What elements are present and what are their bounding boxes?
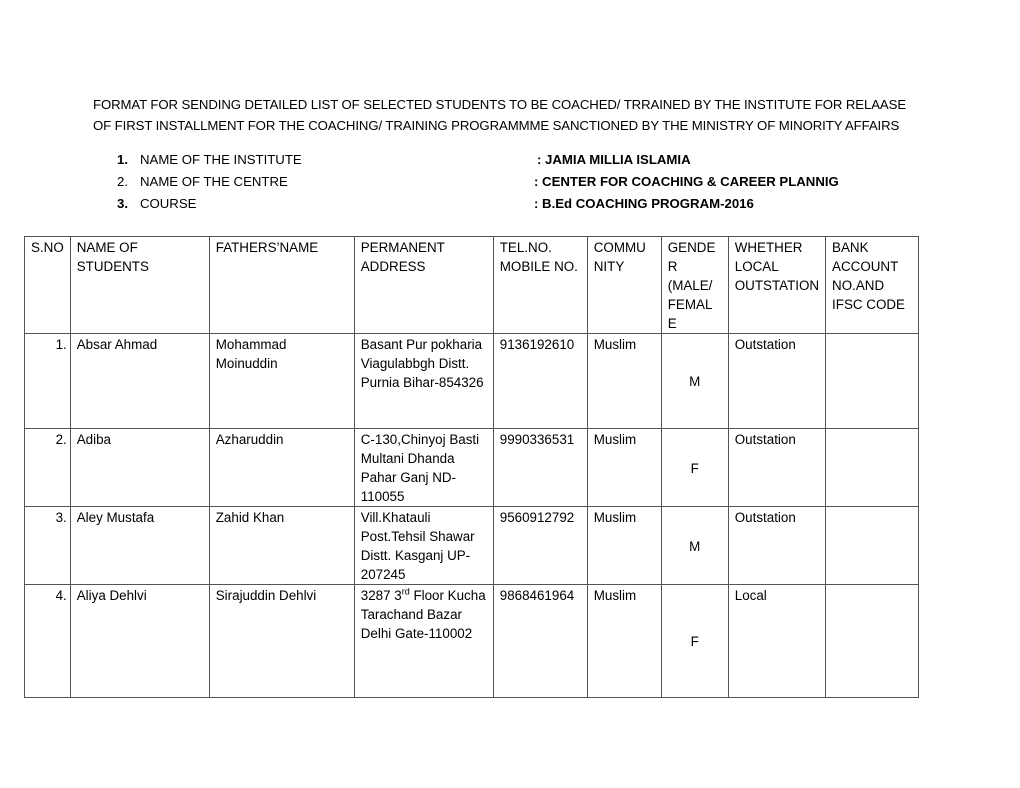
cell-tel: 9990336531 [493,429,587,507]
cell-local: Outstation [728,507,825,585]
cell-address: Basant Pur pokharia Viagulabbgh Distt. Purnia Bihar-854326 [354,334,493,429]
table-header-row [25,237,919,334]
cell-bank [826,507,919,585]
cell-local: Local [728,585,825,698]
cell-father: Azharuddin [209,429,354,507]
cell-tel: 9868461964 [493,585,587,698]
table-row [25,507,919,585]
cell-tel: 9560912792 [493,507,587,585]
header-local: WHETHER LOCAL OUTSTATION [728,237,825,334]
students-table [24,236,919,698]
header-sno: S.NO [25,237,71,334]
cell-gender: M [661,334,728,429]
cell-local: Outstation [728,334,825,429]
cell-sno: 2. [25,429,71,507]
cell-tel: 9136192610 [493,334,587,429]
document-heading: FORMAT FOR SENDING DETAILED LIST OF SELECTED STUDENTS TO BE COACHED/ TRRAINED BY THE INSTITUTE FOR RELAASE OF FIRST INSTALLMENT FOR THE COACHING/ TRAINING PROGRAMMME SANCTIONED BY THE MINISTRY OF MINORITY AFFAIRS [93,97,907,133]
cell-sno: 1. [25,334,71,429]
info-value: : JAMIA MILLIA ISLAMIA [537,152,691,167]
address-number: 3287 3 [360,588,402,603]
cell-community: Muslim [587,585,661,698]
cell-father: Zahid Khan [209,507,354,585]
cell-name: Adiba [70,429,209,507]
info-label: COURSE [140,196,197,211]
info-number: 2. [117,174,128,189]
cell-bank [826,429,919,507]
cell-name: Aley Mustafa [70,507,209,585]
cell-sno: 4. [25,585,71,698]
cell-address: Vill.Khatauli Post.Tehsil Shawar Distt. Kasganj UP-207245 [354,507,493,585]
info-value: : B.Ed COACHING PROGRAM-2016 [534,196,754,211]
cell-community: Muslim [587,429,661,507]
ordinal-suffix: rd [401,586,410,597]
cell-father: Mohammad Moinuddin [209,334,354,429]
cell-name: Aliya Dehlvi [70,585,209,698]
info-value: : CENTER FOR COACHING & CAREER PLANNIG [534,174,839,189]
table-row [25,429,919,507]
table-row [25,334,919,429]
info-number: 1. [117,152,128,167]
cell-local: Outstation [728,429,825,507]
header-gender: GENDE R (MALE/ FEMAL E [661,237,728,334]
info-label: NAME OF THE CENTRE [140,174,288,189]
cell-address: C-130,Chinyoj Basti Multani Dhanda Pahar Ganj ND-110055 [354,429,493,507]
table-row [25,585,919,698]
cell-name: Absar Ahmad [70,334,209,429]
header-father: FATHERS’NAME [209,237,354,334]
cell-gender: M [661,507,728,585]
cell-gender: F [661,585,728,698]
header-address: PERMANENT ADDRESS [354,237,493,334]
info-number: 3. [117,196,128,211]
cell-bank [826,585,919,698]
header-bank: BANK ACCOUNT NO.AND IFSC CODE [826,237,919,334]
address-rest: Floor Kucha Tarachand Bazar Delhi Gate-110002 [360,588,486,641]
header-tel: TEL.NO. MOBILE NO. [493,237,587,334]
header-name: NAME OF STUDENTS [70,237,209,334]
info-label: NAME OF THE INSTITUTE [140,152,302,167]
cell-sno: 3. [25,507,71,585]
cell-father: Sirajuddin Dehlvi [209,585,354,698]
cell-community: Muslim [587,334,661,429]
cell-community: Muslim [587,507,661,585]
cell-address [354,585,493,698]
cell-gender: F [661,429,728,507]
header-community: COMMU NITY [587,237,661,334]
cell-bank [826,334,919,429]
